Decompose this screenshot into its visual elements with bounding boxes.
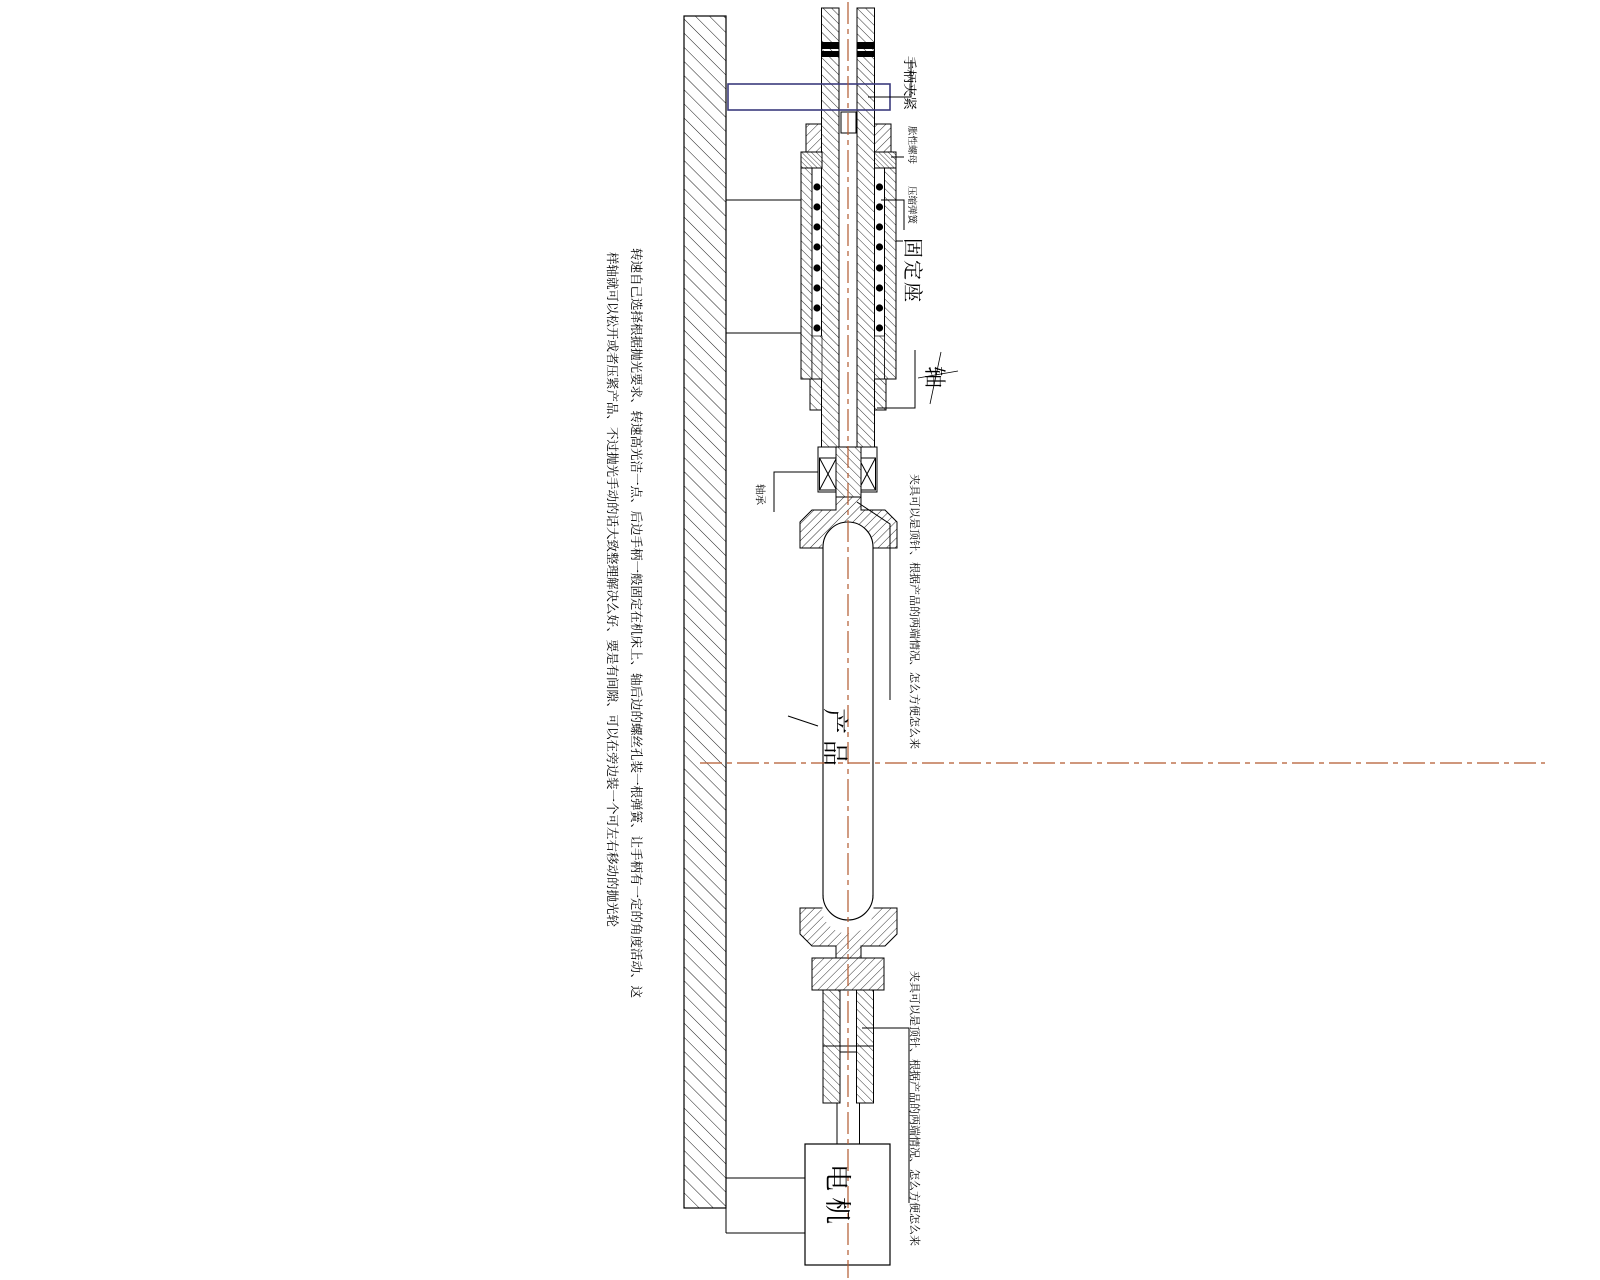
label-shaft: 轴 [921,366,946,389]
label-fixed-seat: 固定座 [901,238,925,304]
sketch-mark-product [788,716,818,726]
paragraph-line-2: 样轴就可以松开或者压紧产品、不过抛光手动的话大致整理解决么好、要是有间隙、可以在旁边装一个可左右移动的抛光轮 [605,252,620,928]
paragraph-line-1: 转速自己选择根据抛光要求、转速高光洁一点、后边手柄一般固定在机床上、轴后边的螺丝孔装一根弹簧、让手柄有一定的角度活动、这 [629,248,644,999]
label-motor-handwritten: 电机 [821,1164,852,1230]
machine-bed-wall [684,16,726,1208]
motor-mount-bracket [726,1178,805,1233]
label-spring: 压缩弹簧 [906,186,917,225]
label-product-handwritten: 产品 [819,708,849,773]
seat-mount-bracket [726,200,801,333]
label-handle-clamp: 手柄夹紧 [901,56,917,110]
leader-bearing [774,472,818,512]
label-bearing: 轴承 [754,484,766,505]
note-fixture-bottom: 夹具可以是顶针、根据产品的两端情况、怎么方便怎么来 [908,971,921,1246]
label-elastic-nut: 胀性螺母 [906,126,917,165]
bearing-left [820,458,837,490]
note-fixture-top: 夹具可以是顶针、根据产品的两端情况、怎么方便怎么来 [908,474,921,749]
